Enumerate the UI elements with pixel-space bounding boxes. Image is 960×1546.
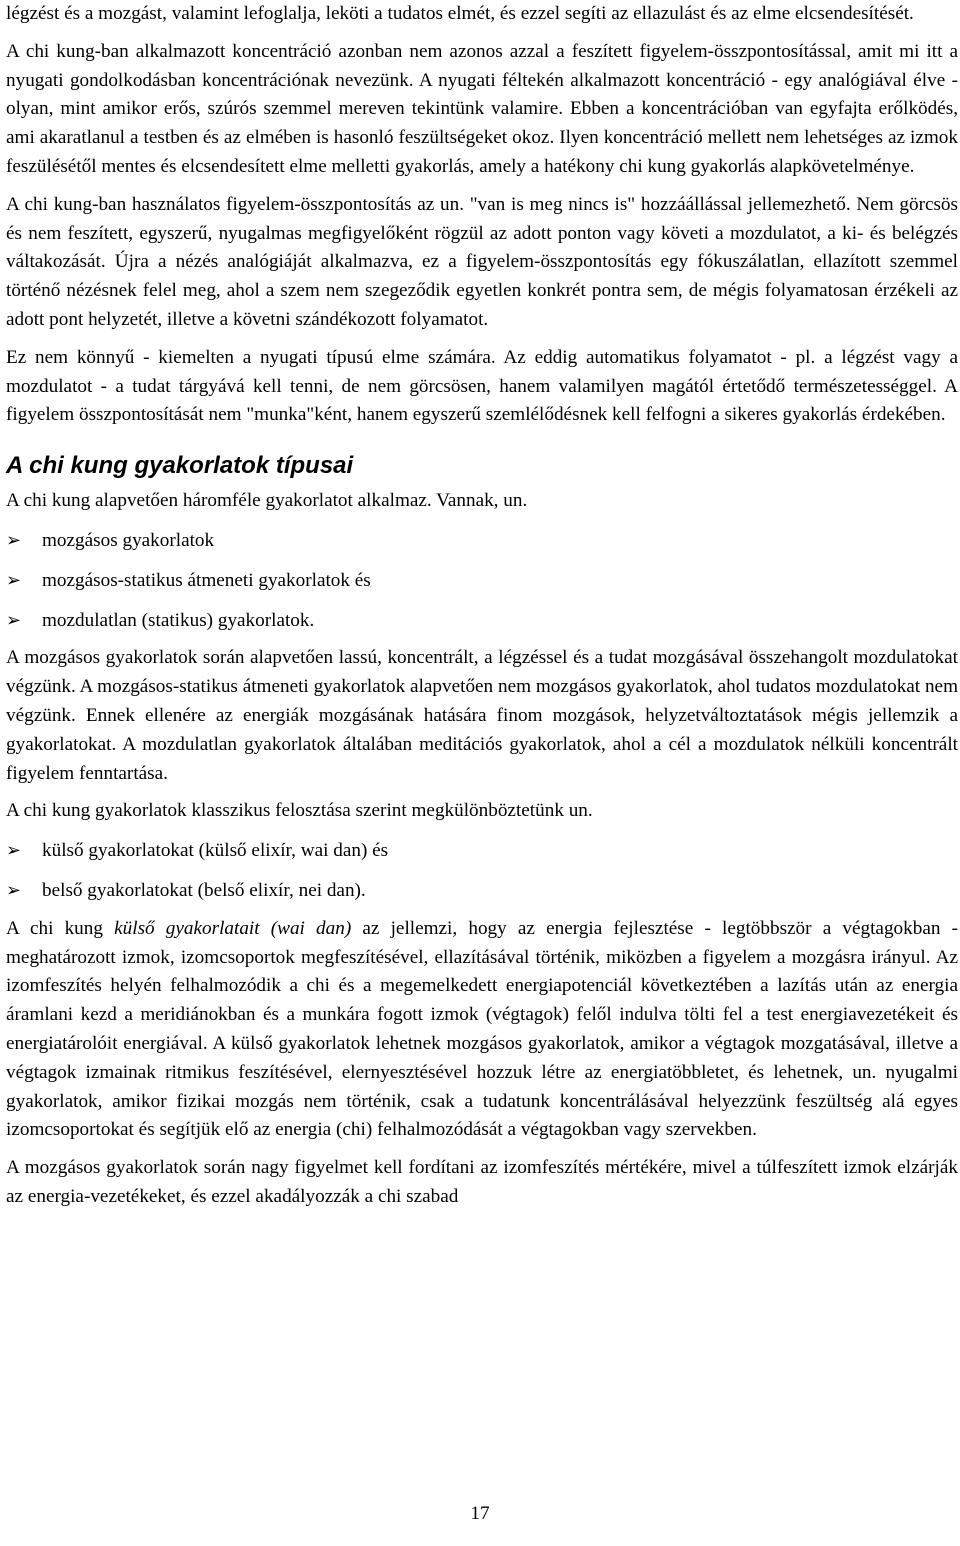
paragraph-attention: A chi kung-ban használatos figyelem-összpontosítás az un. "van is meg nincs is" hozzáállással jellemezhető. Nem görcsös és nem feszített, egyszerű, nyugalmas megfigyelőként rögzül az adott ponton vagy követi a mozdulatot, a ki- és belégzés váltakozását. Újra a nézés analógiáját alkalmazva, ez a figyelem-összpontosítás egy fókuszálatlan, ellazított szemmel történő nézésnek felel meg, ahol a szem nem szegeződik egyetlen konkrét pontra sem, de mégis folyamatosan érzékeli az adott pont helyzetét, illetve a követni szándékozott folyamatot. <box>6 193 958 330</box>
section-heading: A chi kung gyakorlatok típusai <box>6 452 354 480</box>
list-item: ➢ belső gyakorlatokat (belső elixír, nei dan). <box>6 877 958 906</box>
document-page <box>6 0 958 1212</box>
arrow-bullet-icon: ➢ <box>6 529 22 551</box>
arrow-bullet-icon: ➢ <box>6 609 22 631</box>
arrow-bullet-icon: ➢ <box>6 569 22 591</box>
list-item: ➢ külső gyakorlatokat (külső elixír, wai dan) és <box>6 837 958 866</box>
paragraph-moving-exercises: A mozgásos gyakorlatok során alapvetően lassú, koncentrált, a légzéssel és a tudat mozgásával összehangolt mozdulatokat végzünk. A mozgásos-statikus átmeneti gyakorlatok alapvetően nem mozgásos gyakorlatok, ahol tudatos mozdulatokat nem végzünk. Ennek ellenére az energiák mozgásának hatására finom mozgások, helyzetváltoztatások mégis jellemzik a gyakorlatokat. A mozdulatlan gyakorlatok általában meditációs gyakorlatok, ahol a cél a mozdulatok nélküli koncentrált figyelem fenntartása. <box>6 647 958 784</box>
list-item: ➢ mozgásos gyakorlatok <box>6 527 958 556</box>
emphasis-external-exercises: külső gyakorlatait (wai dan) <box>114 917 352 939</box>
paragraph-intro: légzést és a mozgást, valamint lefoglalja, leköti a tudatos elmét, és ezzel segíti az ellazulást és az elme elcsendesítését. <box>6 3 914 24</box>
arrow-bullet-icon: ➢ <box>6 879 22 901</box>
paragraph-not-easy: Ez nem könnyű - kiemelten a nyugati típusú elme számára. Az eddig automatikus folyamatot - pl. a légzést vagy a mozdulatot - a tudat tárgyává kell tenni, de nem görcsösen, hanem valamilyen magától értetődő természetességgel. A figyelem összpontosítását nem "munka"ként, hanem egyszerű szemlélődésnek kell felfogni a sikeres gyakorlás érdekében. <box>6 346 958 426</box>
paragraph-types-intro: A chi kung alapvetően háromféle gyakorlatot alkalmaz. Vannak, un. <box>6 490 528 512</box>
paragraph-muscle-tension: A mozgásos gyakorlatok során nagy figyelmet kell fordítani az izomfeszítés mértékére, mivel a túlfeszített izmok elzárják az energia-vezetékeket, és ezzel akadályozzák a chi szabad <box>6 1157 958 1207</box>
arrow-bullet-icon: ➢ <box>6 840 22 862</box>
classic-division-list <box>6 837 958 906</box>
paragraph-concentration: A chi kung-ban alkalmazott koncentráció azonban nem azonos azzal a feszített figyelem-összpontosítással, amit mi itt a nyugati gondolkodásban koncentrációnak nevezünk. A nyugati féltekén alkalmazott koncentráció - egy analógiával élve - olyan, mint amikor erős, szúrós szemmel mereven tekintünk valamire. Ebben a koncentrációban van egyfajta erőlködés, ami akaratlanul a testben és az elmében is hasonló feszültségeket okoz. Ilyen koncentráció mellett nem lehetséges az izmok feszülésétől mentes és elcsendesített elme melletti gyakorlás, amely a hatékony chi kung gyakorlás alapkövetelménye. <box>6 40 958 177</box>
list-item: ➢ mozdulatlan (statikus) gyakorlatok. <box>6 607 958 636</box>
page-number: 17 <box>470 1503 490 1524</box>
paragraph-classic-division: A chi kung gyakorlatok klasszikus felosztása szerint megkülönböztetünk un. <box>6 800 593 822</box>
paragraph-external-exercises: A chi kung külső gyakorlatait (wai dan) az jellemzi, hogy az energia fejlesztése - legtöbbször a végtagokban - meghatározott izmok, izomcsoportok megfeszítésével, ellazításával történik, miközben a figyelem a mozgásra irányul. Az izomfeszítés helyén felhalmozódik a chi és a megemelkedett energiapotenciál következtében a lazítás után az energia áramlani kezd a meridiánokban és a munkára fogott izmok (végtagok) felől indulva tölti fel a test energiavezetékeit és energiatárolóit energiával. A külső gyakorlatok lehetnek mozgásos gyakorlatok, amikor a végtagok mozgatásával, illetve a végtagok izmainak ritmikus feszítésével, elernyesztésével hozzuk létre az energiatöbbletet, és lehetnek, un. nyugalmi gyakorlatok, amikor fizikai mozgás nem történik, csak a tudatunk koncentrálásával helyezzünk feszültség alá egyes izomcsoportokat és segítjük elő az energia (chi) felhalmozódását a végtagokban vagy szervekben. <box>6 917 958 1141</box>
list-item: ➢ mozgásos-statikus átmeneti gyakorlatok és <box>6 567 958 596</box>
exercise-types-list <box>6 527 958 635</box>
